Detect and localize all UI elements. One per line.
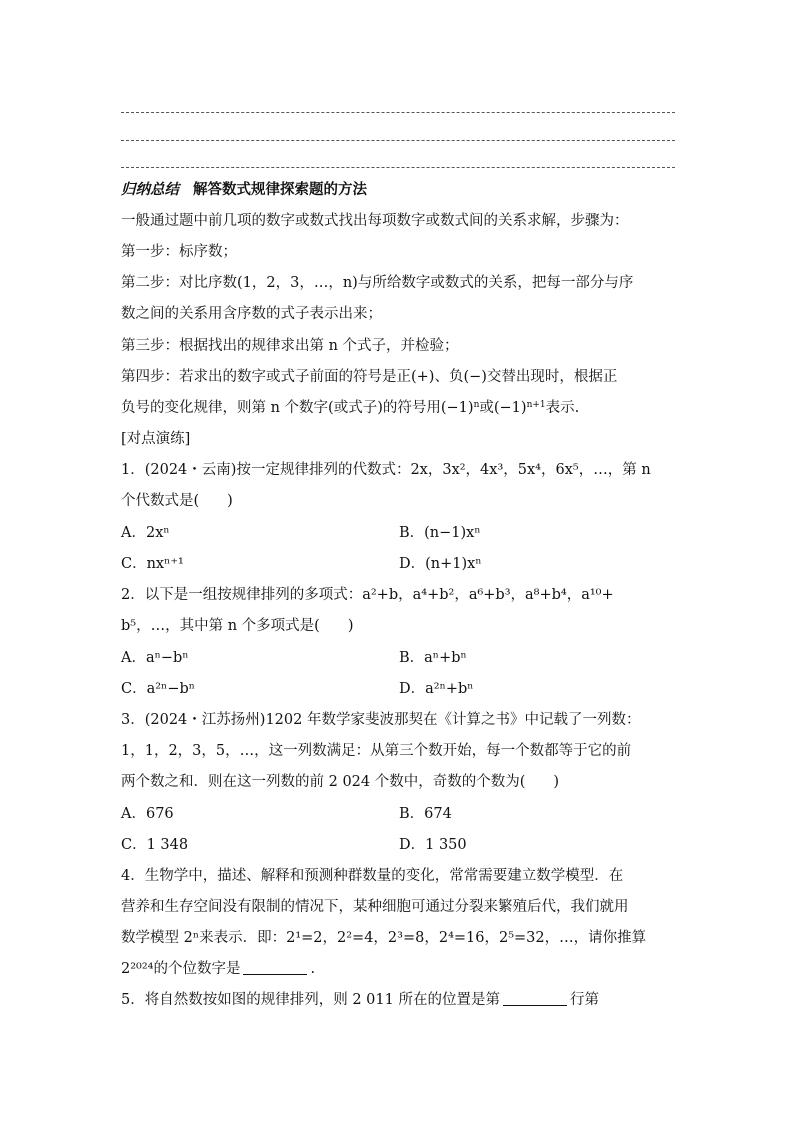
- q2-option-d[interactable]: D．a²ⁿ+bⁿ: [399, 681, 474, 697]
- answer-line-2: [121, 140, 675, 141]
- q5-stem-end: 行第: [569, 992, 599, 1008]
- q2-stem-end: b⁵，…，其中第 n 个多项式是(: [121, 618, 320, 634]
- q3-line2: 1，1，2，3，5，…，这一列数满足：从第三个数开始，每一个数都等于它的前: [121, 743, 632, 759]
- summary-heading: [121, 180, 367, 200]
- summary-tag: 归纳总结: [121, 181, 179, 198]
- q1-option-d[interactable]: D．(n+1)xⁿ: [399, 556, 482, 572]
- q2-line1: 2．以下是一组按规律排列的多项式：a²+b，a⁴+b²，a⁶+b³，a⁸+b⁴，a¹⁰+: [121, 587, 614, 603]
- step4-exp2: n+1: [526, 400, 546, 410]
- q3-line3: [121, 772, 559, 792]
- step4-exp1: n: [473, 400, 480, 410]
- q1-line2: [121, 491, 233, 511]
- q1-line1: 1．(2024・云南)按一定规律排列的代数式：2x，3x²，4x³，5x⁴，6x⁵，…，第 n: [121, 462, 651, 478]
- q1-stem-end: 个代数式是(: [121, 493, 200, 509]
- q1-option-a[interactable]: A．2xⁿ: [121, 525, 170, 541]
- summary-step4-cont: [121, 398, 579, 418]
- q4-line4: [121, 959, 315, 979]
- q3-option-d[interactable]: D．1 350: [399, 837, 467, 853]
- q3-option-b[interactable]: B．674: [399, 806, 452, 822]
- summary-step4: 第四步：若求出的数字或式子前面的符号是正(+)、负(−)交替出现时，根据正: [121, 369, 618, 385]
- summary-line: 数之间的关系用含序数的式子表示出来；: [121, 306, 382, 322]
- practice-header: [对点演练]: [121, 431, 191, 447]
- q1-paren-close: ): [227, 493, 233, 509]
- summary-line: 第二步：对比序数(1，2，3，…，n)与所给数字或数式的关系，把每一部分与序: [121, 275, 634, 291]
- q4-line1: 4．生物学中，描述、解释和预测种群数量的变化，常常需要建立数学模型．在: [121, 868, 624, 884]
- q2-paren-close: ): [347, 618, 354, 634]
- q3-paren-close: ): [553, 774, 560, 790]
- summary-line: 第一步：标序数；: [121, 244, 237, 260]
- q4-stem: 2²⁰²⁴的个位数字是: [121, 961, 241, 977]
- q5-stem: 5．将自然数按如图的规律排列，则 2 011 所在的位置是第: [121, 992, 500, 1008]
- summary-title: 解答数式规律探索题的方法: [193, 181, 367, 198]
- q2-option-b[interactable]: B．aⁿ+bⁿ: [399, 650, 467, 666]
- q2-option-a[interactable]: A．aⁿ−bⁿ: [121, 650, 189, 666]
- step4-text: 负号的变化规律，则第 n 个数字(或式子)的符号用(−1): [121, 400, 474, 416]
- q3-stem-end: 两个数之和．则在这一列数的前 2 024 个数中，奇数的个数为(: [121, 774, 526, 790]
- q3-line1: 3．(2024・江苏扬州)1202 年数学家斐波那契在《计算之书》中记载了一列数：: [121, 712, 641, 728]
- q1-option-c[interactable]: C．nxⁿ⁺¹: [121, 556, 184, 572]
- q2-line2: [121, 616, 353, 636]
- step4-or: 或(−1): [479, 400, 527, 416]
- q1-option-b[interactable]: B．(n−1)xⁿ: [399, 525, 481, 541]
- summary-line: 第三步：根据找出的规律求出第 n 个式子，并检验；: [121, 338, 459, 354]
- q4-line3: 数学模型 2ⁿ来表示．即：2¹=2，2²=4，2³=8，2⁴=16，2⁵=32，…，请你推算: [121, 930, 647, 946]
- q2-option-c[interactable]: C．a²ⁿ−bⁿ: [121, 681, 196, 697]
- step4-end: 表示.: [545, 400, 580, 416]
- q3-option-c[interactable]: C．1 348: [121, 837, 189, 853]
- answer-line-1: [121, 112, 675, 113]
- q5-line1: [121, 990, 599, 1010]
- q3-option-a[interactable]: A．676: [121, 806, 174, 822]
- q4-answer-blank[interactable]: [243, 960, 307, 975]
- q4-line2: 营养和生存空间没有限制的情况下，某种细胞可通过分裂来繁殖后代，我们就用: [121, 899, 629, 915]
- answer-line-3: [121, 167, 675, 168]
- summary-line: 一般通过题中前几项的数字或数式找出每项数字或数式间的关系求解，步骤为：: [121, 213, 629, 229]
- q5-answer-blank[interactable]: [503, 991, 567, 1006]
- q4-period: .: [310, 961, 316, 977]
